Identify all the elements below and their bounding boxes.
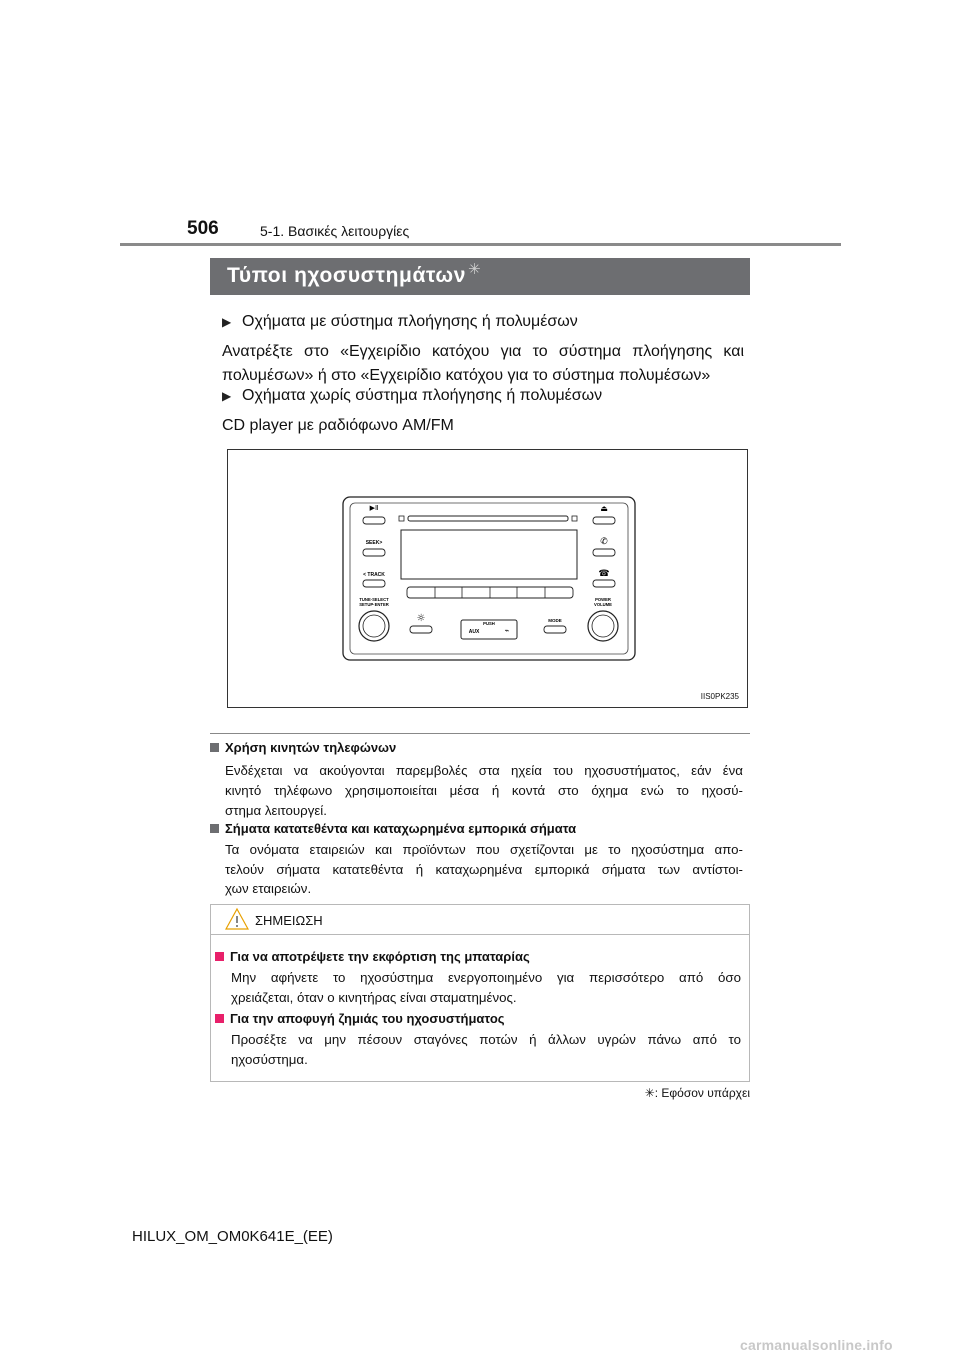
asterisk-icon: ✳ — [468, 261, 482, 278]
caution-heading-battery — [215, 949, 530, 964]
note-line: Ενδέχεται να ακούγονται παρεμβολές στα ηχεία του ηχοσυστήματος, εάν ένα — [225, 763, 743, 778]
push-label: PUSH — [483, 621, 495, 626]
item-heading-navigation — [222, 313, 578, 331]
note-heading-text: Χρήση κινητών τηλεφώνων — [225, 740, 397, 755]
section-title-bar — [210, 258, 750, 295]
notes-rule — [210, 733, 750, 734]
watermark: carmanualsonline.info — [740, 1337, 893, 1353]
square-bullet-icon — [215, 1014, 224, 1023]
notice-box — [210, 904, 750, 1082]
note-line: κινητό τηλέφωνο χρησιμοποιείται μέσα ή κοντά στο όχημα ενώ το ηχοσύ- — [225, 783, 743, 798]
square-bullet-icon — [210, 824, 219, 833]
item-body-line: Ανατρέξτε στο «Εγχειρίδιο κατόχου για το σύστημα πλοήγησης και — [222, 343, 744, 360]
audio-unit-figure — [227, 449, 748, 708]
setup-enter-label: SETUP·ENTER — [359, 602, 389, 607]
section-title — [227, 261, 482, 288]
note-heading-text: Σήματα κατατεθέντα και καταχωρημένα εμπορικά σήματα — [225, 821, 577, 836]
volume-label: VOLUME — [594, 602, 612, 607]
note-line: τελούν σήματα κατατεθέντα ή καταχωρημένα εμπορικά σήματα των αντίστοι- — [225, 862, 743, 877]
hang-up-icon: ☎ — [598, 569, 610, 579]
asterisk-icon: ✳ — [644, 1086, 655, 1100]
header-rule — [120, 243, 841, 246]
caution-line: ηχοσύστημα. — [231, 1052, 308, 1067]
caution-heading-text: Για να αποτρέψετε την εκφόρτιση της μπαταρίας — [230, 949, 530, 964]
note-line: χων εταιρειών. — [225, 881, 312, 896]
figure-code: IIS0PK235 — [700, 692, 739, 701]
usb-icon: ⌁ — [504, 626, 510, 635]
section-title-text: Τύποι ηχοσυστημάτων — [227, 264, 466, 287]
arrow-icon: ▶ — [222, 389, 232, 403]
footnote — [645, 1086, 750, 1100]
note-heading-trademarks — [210, 821, 576, 836]
document-code: HILUX_OM_OM0K641E_(EE) — [132, 1228, 333, 1245]
caution-heading-damage — [215, 1011, 505, 1026]
caution-line: Προσέξτε να μην πέσουν σταγόνες ποτών ή άλλων υγρών πάνω από το — [231, 1032, 741, 1047]
item-heading-text: Οχήματα με σύστημα πλοήγησης ή πολυμέσων — [242, 313, 578, 330]
audio-unit-drawing — [228, 450, 747, 707]
tune-select-label: TUNE·SELECT — [359, 597, 389, 602]
notice-divider — [211, 934, 749, 935]
seek-label: SEEK> — [365, 540, 383, 546]
power-label: POWER — [595, 597, 611, 602]
warning-icon — [225, 907, 249, 931]
item-body-line: πολυμέσων» ή στο «Εγχειρίδιο κατόχου για το σύστημα πολυμέσων» — [222, 367, 711, 384]
item-body-line: CD player με ραδιόφωνο AM/FM — [222, 417, 454, 434]
note-line: Τα ονόματα εταιρειών και προϊόντων που σχετίζονται με το ηχοσύστημα απο- — [225, 842, 743, 857]
page-number: 506 — [187, 218, 219, 239]
caution-heading-text: Για την αποφυγή ζημιάς του ηχοσυστήματος — [230, 1011, 505, 1026]
item-heading-text: Οχήματα χωρίς σύστημα πλοήγησης ή πολυμέσων — [242, 387, 603, 404]
item-heading-no-navigation — [222, 387, 602, 405]
mode-label: MODE — [548, 618, 562, 623]
caution-line: Μην αφήνετε το ηχοσύστημα ενεργοποιημένο για περισσότερο από όσο — [231, 970, 741, 985]
square-bullet-icon — [215, 952, 224, 961]
footnote-text: : Εφόσον υπάρχει — [654, 1086, 750, 1100]
note-line: στημα λειτουργεί. — [225, 803, 327, 818]
phone-icon: ✆ — [600, 537, 608, 547]
notice-title: ΣΗΜΕΙΩΣΗ — [255, 913, 323, 928]
section-label: 5-1. Βασικές λειτουργίες — [260, 223, 410, 239]
eject-icon: ⏏ — [600, 504, 608, 513]
track-label: < TRACK — [363, 572, 385, 578]
brightness-icon: ☼ — [416, 613, 426, 624]
play-pause-icon: ▶Ⅱ — [369, 504, 379, 512]
square-bullet-icon — [210, 743, 219, 752]
arrow-icon: ▶ — [222, 315, 232, 329]
aux-label: AUX — [468, 629, 480, 635]
caution-line: χρειάζεται, όταν ο κινητήρας είναι σταματημένος. — [231, 990, 517, 1005]
note-heading-mobile-phones — [210, 740, 396, 755]
